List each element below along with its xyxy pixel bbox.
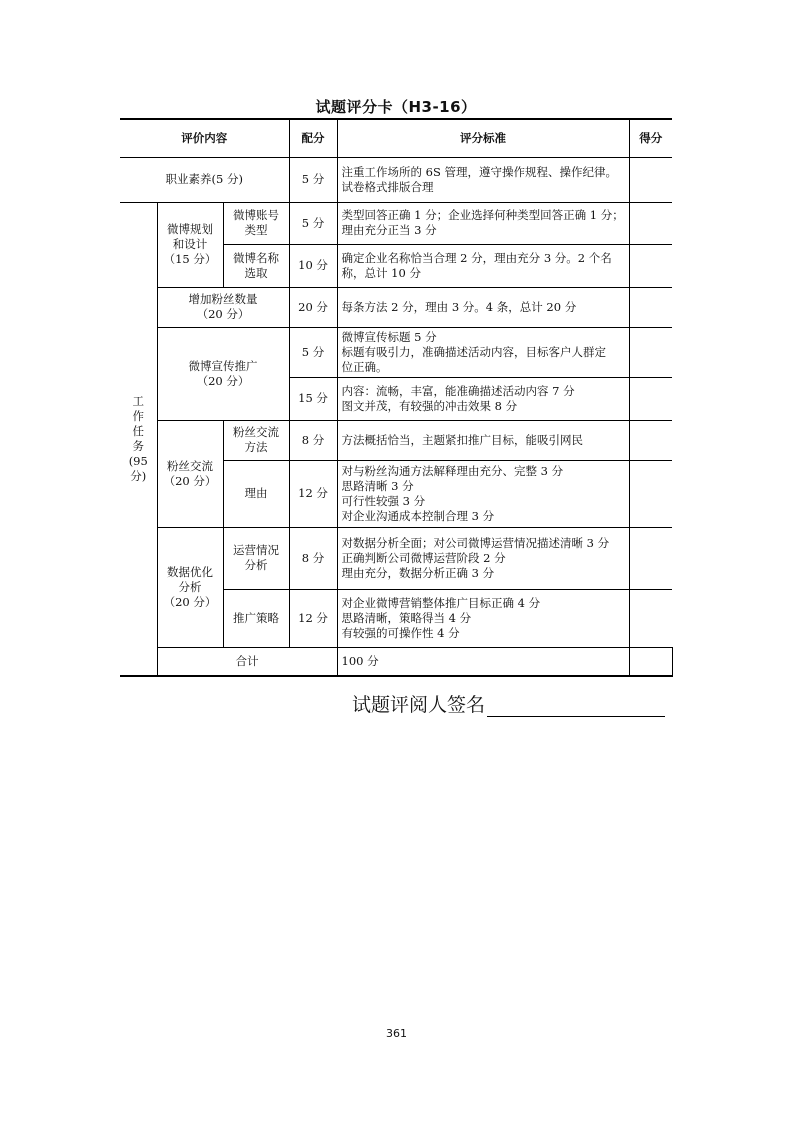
strategy-label: 推广策略 — [223, 589, 289, 647]
name-choice-points: 10 分 — [289, 244, 337, 287]
total-criteria-cell — [629, 647, 672, 676]
total-label: 合计 — [157, 647, 337, 676]
promotion-title-criteria: 微博宣传标题 5 分 标题有吸引力，准确描述活动内容，目标客户人群定 位正确。 — [337, 327, 629, 377]
header-content: 评价内容 — [120, 119, 289, 157]
fans-growth-score-cell[interactable] — [629, 287, 672, 327]
fans-growth-criteria: 每条方法 2 分，理由 3 分。4 条，总计 20 分 — [337, 287, 629, 327]
header-criteria: 评分标准 — [337, 119, 629, 157]
total-points: 100 分 — [337, 647, 629, 676]
signature-label: 试题评阅人签名 — [352, 694, 486, 716]
row-fans-growth — [120, 287, 672, 327]
promotion-title-points: 5 分 — [289, 327, 337, 377]
header-points: 配分 — [289, 119, 337, 157]
scorecard-table — [120, 118, 672, 677]
professional-points: 5 分 — [289, 157, 337, 202]
fans-reason-label: 理由 — [223, 460, 289, 527]
fans-method-criteria: 方法概括恰当，主题紧扣推广目标，能吸引网民 — [337, 420, 629, 460]
signature-line[interactable] — [487, 696, 665, 717]
row-promotion-title — [120, 327, 672, 377]
fans-comm-label: 粉丝交流 （20 分） — [157, 420, 223, 527]
task-label: 工 作 任 务 (95 分) — [120, 202, 157, 676]
row-total — [120, 647, 672, 676]
strategy-points: 12 分 — [289, 589, 337, 647]
fans-reason-score-cell[interactable] — [629, 460, 672, 527]
row-ops-analysis — [120, 527, 672, 589]
weibo-plan-label: 微博规划 和设计 （15 分） — [157, 202, 223, 287]
row-fans-method — [120, 420, 672, 460]
fans-reason-points: 12 分 — [289, 460, 337, 527]
fans-method-label: 粉丝交流 方法 — [223, 420, 289, 460]
account-type-score-cell[interactable] — [629, 202, 672, 244]
name-choice-score-cell[interactable] — [629, 244, 672, 287]
ops-analysis-criteria: 对数据分析全面；对公司微博运营情况描述清晰 3 分 正确判断公司微博运营阶段 2 分 理由充分，数据分析正确 3 分 — [337, 527, 629, 589]
professional-score-cell[interactable] — [629, 157, 672, 202]
fans-method-score-cell[interactable] — [629, 420, 672, 460]
row-account-type — [120, 202, 672, 244]
row-professional — [120, 157, 672, 202]
account-type-criteria: 类型回答正确 1 分；企业选择何种类型回答正确 1 分； 理由充分正当 3 分 — [337, 202, 629, 244]
ops-analysis-label: 运营情况 分析 — [223, 527, 289, 589]
header-row — [120, 119, 672, 157]
page-number: 361 — [386, 1027, 407, 1040]
strategy-criteria: 对企业微博营销整体推广目标正确 4 分 思路清晰，策略得当 4 分 有较强的可操作性 4 分 — [337, 589, 629, 647]
strategy-score-cell[interactable] — [629, 589, 672, 647]
promotion-label: 微博宣传推广 （20 分） — [157, 327, 289, 420]
promotion-title-score-cell[interactable] — [629, 327, 672, 377]
name-choice-criteria: 确定企业名称恰当合理 2 分，理由充分 3 分。2 个名 称，总计 10 分 — [337, 244, 629, 287]
fans-reason-criteria: 对与粉丝沟通方法解释理由充分、完整 3 分 思路清晰 3 分 可行性较强 3 分 对企业沟通成本控制合理 3 分 — [337, 460, 629, 527]
header-score: 得分 — [629, 119, 672, 157]
data-opt-label: 数据优化 分析 （20 分） — [157, 527, 223, 647]
professional-label: 职业素养(5 分) — [120, 157, 289, 202]
fans-growth-points: 20 分 — [289, 287, 337, 327]
name-choice-label: 微博名称 选取 — [223, 244, 289, 287]
fans-growth-label: 增加粉丝数量 （20 分） — [157, 287, 289, 327]
ops-analysis-score-cell[interactable] — [629, 527, 672, 589]
account-type-points: 5 分 — [289, 202, 337, 244]
scorecard-title: 试题评分卡（H3-16） — [315, 98, 477, 116]
ops-analysis-points: 8 分 — [289, 527, 337, 589]
promotion-content-score-cell[interactable] — [629, 377, 672, 420]
promotion-content-points: 15 分 — [289, 377, 337, 420]
professional-criteria: 注重工作场所的 6S 管理，遵守操作规程、操作纪律。 试卷格式排版合理 — [337, 157, 629, 202]
promotion-content-criteria: 内容：流畅，丰富，能准确描述活动内容 7 分 图文并茂，有较强的冲击效果 8 分 — [337, 377, 629, 420]
signature-area — [352, 690, 665, 717]
account-type-label: 微博账号 类型 — [223, 202, 289, 244]
fans-method-points: 8 分 — [289, 420, 337, 460]
